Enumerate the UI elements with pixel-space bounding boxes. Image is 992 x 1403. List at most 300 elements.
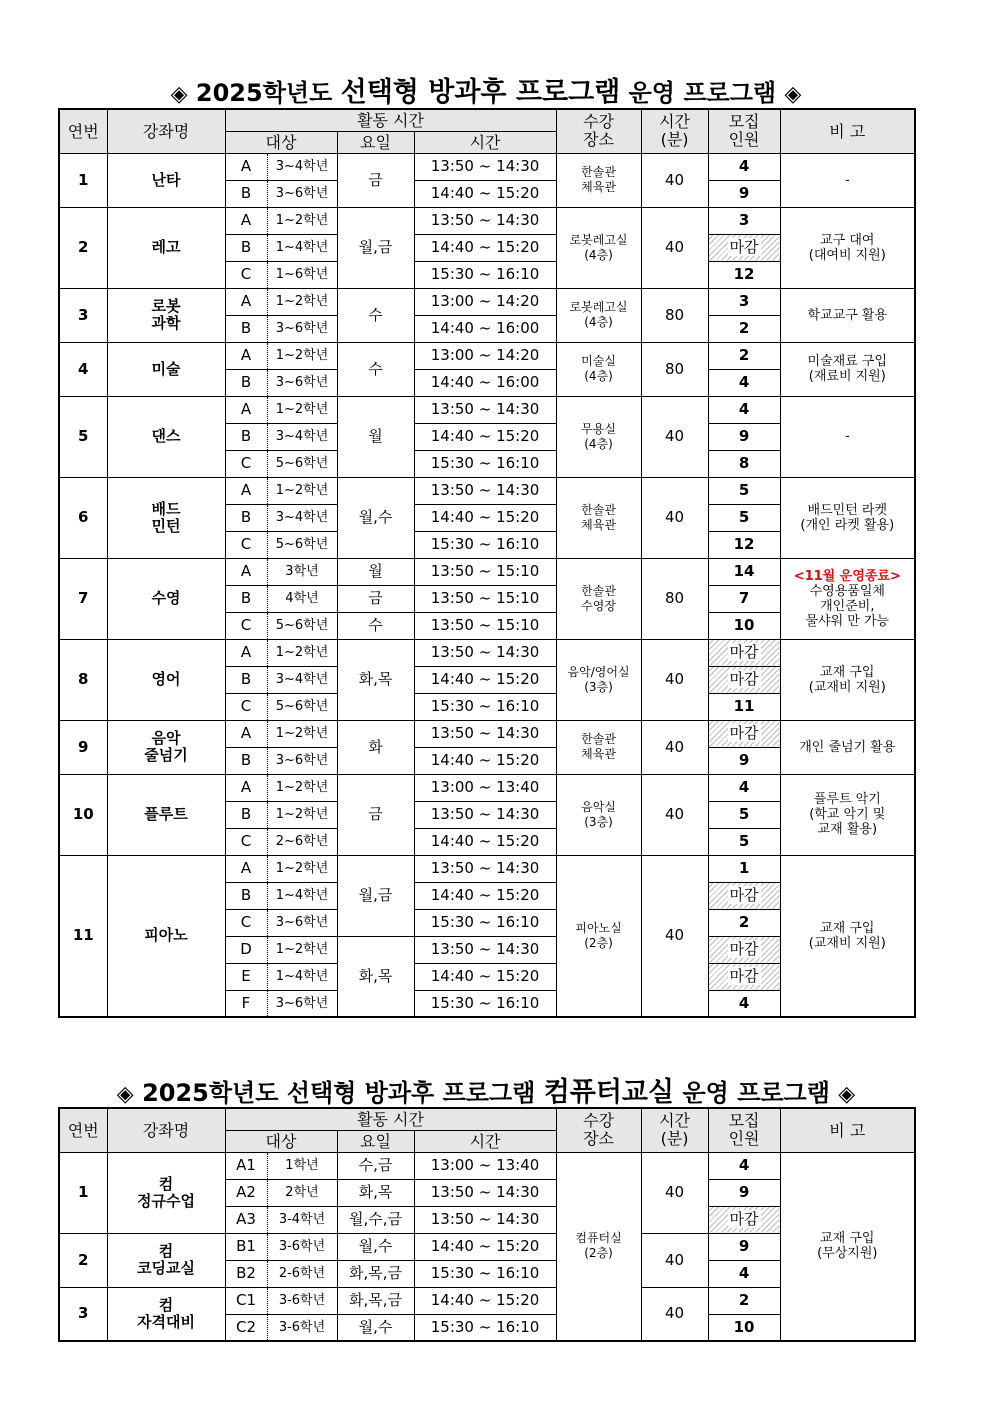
- capacity-cell: 4: [708, 153, 780, 180]
- time-cell: 14:40 ~ 15:20: [414, 747, 556, 774]
- group-cell: A: [225, 207, 267, 234]
- table-row: [59, 396, 915, 423]
- header-time: 시간: [414, 131, 556, 153]
- course-name: 영어: [107, 639, 225, 720]
- table-row: [59, 207, 915, 234]
- capacity-cell: 4: [708, 396, 780, 423]
- time-cell: 15:30 ~ 16:10: [414, 261, 556, 288]
- header-place: 수강 장소: [556, 109, 641, 153]
- minutes-cell: 40: [641, 639, 708, 720]
- time-cell: 14:40 ~ 15:20: [414, 504, 556, 531]
- capacity-closed: [708, 639, 780, 666]
- course-no: 6: [59, 477, 107, 558]
- capacity-cell: 4: [708, 1152, 780, 1179]
- course-name: 댄스: [107, 396, 225, 477]
- target-cell: 2~6학년: [267, 828, 337, 855]
- capacity-cell: 3: [708, 207, 780, 234]
- target-cell: 3~4학년: [267, 153, 337, 180]
- diamond-icon: ◈: [170, 82, 188, 107]
- target-cell: 1~4학년: [267, 882, 337, 909]
- target-cell: 3-6학년: [267, 1233, 337, 1260]
- capacity-closed: [708, 936, 780, 963]
- day-cell: 수: [337, 342, 414, 396]
- minutes-cell: 40: [641, 855, 708, 1017]
- header-course: 강좌명: [107, 1108, 225, 1152]
- note-cell: [780, 396, 915, 477]
- target-cell: 3~6학년: [267, 315, 337, 342]
- title-suffix: 운영 프로그램: [682, 1079, 830, 1107]
- group-cell: E: [225, 963, 267, 990]
- time-cell: 14:40 ~ 15:20: [414, 882, 556, 909]
- group-cell: C: [225, 612, 267, 639]
- group-cell: C: [225, 828, 267, 855]
- target-cell: 1~2학년: [267, 774, 337, 801]
- place-cell: 피아노실 (2층): [556, 855, 641, 1017]
- target-cell: 1~2학년: [267, 801, 337, 828]
- group-cell: B: [225, 747, 267, 774]
- time-cell: 14:40 ~ 15:20: [414, 1233, 556, 1260]
- group-cell: B: [225, 666, 267, 693]
- day-cell: 화,목: [337, 1179, 414, 1206]
- capacity-cell: 2: [708, 909, 780, 936]
- target-cell: 3-6학년: [267, 1314, 337, 1341]
- program-table: [58, 108, 916, 1018]
- target-cell: 2-6학년: [267, 1260, 337, 1287]
- note-cell: [780, 288, 915, 342]
- time-cell: 13:00 ~ 14:20: [414, 288, 556, 315]
- table-header: [59, 1108, 915, 1152]
- note-text: 개인 줄넘기 활용: [799, 739, 896, 755]
- minutes-cell: 40: [641, 396, 708, 477]
- group-cell: A: [225, 720, 267, 747]
- time-cell: 13:50 ~ 14:30: [414, 396, 556, 423]
- time-cell: 15:30 ~ 16:10: [414, 693, 556, 720]
- time-cell: 14:40 ~ 15:20: [414, 180, 556, 207]
- capacity-cell: 9: [708, 180, 780, 207]
- group-cell: C: [225, 261, 267, 288]
- time-cell: 13:50 ~ 14:30: [414, 720, 556, 747]
- note-text: 학교교구 활용: [807, 307, 888, 323]
- time-cell: 14:40 ~ 15:20: [414, 234, 556, 261]
- capacity-cell: 4: [708, 369, 780, 396]
- minutes-cell: 40: [641, 1287, 708, 1341]
- target-cell: 5~6학년: [267, 693, 337, 720]
- time-cell: 15:30 ~ 16:10: [414, 531, 556, 558]
- capacity-cell: 2: [708, 1287, 780, 1314]
- course-no: 3: [59, 288, 107, 342]
- day-cell: 금: [337, 153, 414, 207]
- header-note: 비 고: [780, 109, 915, 153]
- target-cell: 3~6학년: [267, 180, 337, 207]
- table-row: [59, 720, 915, 747]
- header-place: 수강 장소: [556, 1108, 641, 1152]
- table-row: [59, 774, 915, 801]
- table-row: [59, 1152, 915, 1179]
- capacity-cell: 10: [708, 1314, 780, 1341]
- closed-label: 마감: [729, 238, 759, 256]
- diamond-icon: ◈: [838, 1082, 856, 1107]
- computer-title: [58, 1070, 914, 1109]
- time-cell: 14:40 ~ 15:20: [414, 1287, 556, 1314]
- group-cell: A: [225, 342, 267, 369]
- place-cell: 컴퓨터실 (2층): [556, 1152, 641, 1341]
- course-no: 2: [59, 207, 107, 288]
- time-cell: 15:30 ~ 16:10: [414, 1314, 556, 1341]
- day-cell: 화,목: [337, 639, 414, 720]
- target-cell: 1~4학년: [267, 963, 337, 990]
- course-no: 4: [59, 342, 107, 396]
- target-cell: 5~6학년: [267, 450, 337, 477]
- header-day: 요일: [337, 1130, 414, 1152]
- time-cell: 13:50 ~ 15:10: [414, 612, 556, 639]
- note-cell: [780, 342, 915, 396]
- closed-label: 마감: [729, 670, 759, 688]
- target-cell: 3~6학년: [267, 990, 337, 1017]
- place-cell: 로봇레고실 (4층): [556, 288, 641, 342]
- capacity-cell: 5: [708, 504, 780, 531]
- target-cell: 3학년: [267, 558, 337, 585]
- place-cell: 음악/영어실 (3층): [556, 639, 641, 720]
- course-name: 배드 민턴: [107, 477, 225, 558]
- course-no: 5: [59, 396, 107, 477]
- header-capacity: 모집 인원: [708, 1108, 780, 1152]
- header-target: 대상: [225, 131, 337, 153]
- target-cell: 3~6학년: [267, 909, 337, 936]
- closed-label: 마감: [729, 940, 759, 958]
- capacity-closed: [708, 1206, 780, 1233]
- capacity-cell: 11: [708, 693, 780, 720]
- header-minutes: 시간 (분): [641, 109, 708, 153]
- time-cell: 15:30 ~ 16:10: [414, 1260, 556, 1287]
- capacity-cell: 4: [708, 774, 780, 801]
- time-cell: 13:50 ~ 14:30: [414, 1179, 556, 1206]
- course-name: 컴 정규수업: [107, 1152, 225, 1233]
- time-cell: 13:00 ~ 13:40: [414, 774, 556, 801]
- place-cell: 한솔관 체육관: [556, 153, 641, 207]
- day-cell: 월,수,금: [337, 1206, 414, 1233]
- course-name: 로봇 과학: [107, 288, 225, 342]
- group-cell: A: [225, 396, 267, 423]
- place-cell: 로봇레고실 (4층): [556, 207, 641, 288]
- time-cell: 14:40 ~ 16:00: [414, 369, 556, 396]
- minutes-cell: 40: [641, 477, 708, 558]
- title-prefix: 2025학년도 선택형 방과후 프로그램: [142, 1079, 536, 1107]
- minutes-cell: 80: [641, 558, 708, 639]
- target-cell: 1학년: [267, 1152, 337, 1179]
- minutes-cell: 40: [641, 1233, 708, 1287]
- time-cell: 14:40 ~ 15:20: [414, 963, 556, 990]
- group-cell: B: [225, 234, 267, 261]
- closed-label: 마감: [729, 643, 759, 661]
- capacity-cell: 5: [708, 477, 780, 504]
- note-cell: [780, 153, 915, 207]
- target-cell: 1~2학년: [267, 720, 337, 747]
- time-cell: 13:50 ~ 15:10: [414, 585, 556, 612]
- capacity-cell: 5: [708, 828, 780, 855]
- place-cell: 한솔관 수영장: [556, 558, 641, 639]
- place-cell: 한솔관 체육관: [556, 477, 641, 558]
- capacity-closed: [708, 963, 780, 990]
- target-cell: 5~6학년: [267, 531, 337, 558]
- title-computer: 컴퓨터교실: [543, 1077, 675, 1108]
- time-cell: 15:30 ~ 16:10: [414, 909, 556, 936]
- group-cell: A: [225, 774, 267, 801]
- course-no: 1: [59, 153, 107, 207]
- header-target: 대상: [225, 1130, 337, 1152]
- minutes-cell: 80: [641, 288, 708, 342]
- day-cell: 금: [337, 585, 414, 612]
- target-cell: 3-6학년: [267, 1287, 337, 1314]
- capacity-cell: 4: [708, 1260, 780, 1287]
- time-cell: 14:40 ~ 15:20: [414, 828, 556, 855]
- table-body: [59, 1152, 915, 1341]
- target-cell: 3~6학년: [267, 369, 337, 396]
- day-cell: 금: [337, 774, 414, 855]
- group-cell: A: [225, 639, 267, 666]
- course-name: 난타: [107, 153, 225, 207]
- place-cell: 무용실 (4층): [556, 396, 641, 477]
- group-cell: A: [225, 855, 267, 882]
- note-text: 수영용품일체 개인준비, 물샤워 만 가능: [805, 583, 890, 629]
- course-no: 7: [59, 558, 107, 639]
- header-activity: 활동 시간: [225, 1108, 556, 1130]
- time-cell: 15:30 ~ 16:10: [414, 990, 556, 1017]
- day-cell: 수: [337, 612, 414, 639]
- capacity-cell: 7: [708, 585, 780, 612]
- course-name: 컴 코딩교실: [107, 1233, 225, 1287]
- capacity-cell: 1: [708, 855, 780, 882]
- course-name: 수영: [107, 558, 225, 639]
- target-cell: 2학년: [267, 1179, 337, 1206]
- group-cell: B: [225, 504, 267, 531]
- target-cell: 1~2학년: [267, 639, 337, 666]
- time-cell: 14:40 ~ 15:20: [414, 666, 556, 693]
- group-cell: B: [225, 585, 267, 612]
- course-name: 레고: [107, 207, 225, 288]
- note-text: 교구 대여 (대여비 지원): [808, 232, 886, 263]
- minutes-cell: 40: [641, 1152, 708, 1233]
- capacity-cell: 8: [708, 450, 780, 477]
- note-cell: [780, 720, 915, 774]
- capacity-cell: 12: [708, 531, 780, 558]
- group-cell: A: [225, 288, 267, 315]
- diamond-icon: ◈: [784, 82, 802, 107]
- time-cell: 14:40 ~ 15:20: [414, 423, 556, 450]
- target-cell: 1~2학년: [267, 288, 337, 315]
- course-no: 8: [59, 639, 107, 720]
- table-row: [59, 477, 915, 504]
- time-cell: 13:50 ~ 14:30: [414, 936, 556, 963]
- group-cell: A2: [225, 1179, 267, 1206]
- time-cell: 13:00 ~ 13:40: [414, 1152, 556, 1179]
- group-cell: C: [225, 450, 267, 477]
- note-text: -: [844, 172, 850, 188]
- group-cell: A3: [225, 1206, 267, 1233]
- table-row: [59, 153, 915, 180]
- capacity-cell: 5: [708, 801, 780, 828]
- note-text: 교재 구입 (교재비 지원): [808, 664, 886, 695]
- group-cell: C2: [225, 1314, 267, 1341]
- capacity-cell: 9: [708, 1179, 780, 1206]
- target-cell: 1~2학년: [267, 936, 337, 963]
- time-cell: 13:50 ~ 14:30: [414, 801, 556, 828]
- time-cell: 13:00 ~ 14:20: [414, 342, 556, 369]
- header-day: 요일: [337, 131, 414, 153]
- header-row: [59, 1108, 915, 1130]
- group-cell: D: [225, 936, 267, 963]
- minutes-cell: 40: [641, 774, 708, 855]
- place-cell: 한솔관 체육관: [556, 720, 641, 774]
- time-cell: 15:30 ~ 16:10: [414, 450, 556, 477]
- table-row: [59, 855, 915, 882]
- header-activity: 활동 시간: [225, 109, 556, 131]
- day-cell: 화,목,금: [337, 1287, 414, 1314]
- capacity-cell: 12: [708, 261, 780, 288]
- capacity-closed: [708, 666, 780, 693]
- group-cell: C1: [225, 1287, 267, 1314]
- day-cell: 화,목,금: [337, 1260, 414, 1287]
- group-cell: B: [225, 801, 267, 828]
- title-program: 선택형 방과후 프로그램: [340, 77, 621, 108]
- header-no: 연번: [59, 1108, 107, 1152]
- place-cell: 미술실 (4층): [556, 342, 641, 396]
- table-row: [59, 558, 915, 585]
- target-cell: 1~6학년: [267, 261, 337, 288]
- capacity-cell: 4: [708, 990, 780, 1017]
- header-no: 연번: [59, 109, 107, 153]
- header-note: 비 고: [780, 1108, 915, 1152]
- day-cell: 월,금: [337, 855, 414, 936]
- course-name: 미술: [107, 342, 225, 396]
- group-cell: B: [225, 315, 267, 342]
- group-cell: A: [225, 477, 267, 504]
- capacity-cell: 3: [708, 288, 780, 315]
- closed-label: 마감: [729, 724, 759, 742]
- course-no: 10: [59, 774, 107, 855]
- target-cell: 3-4학년: [267, 1206, 337, 1233]
- note-text: -: [844, 429, 850, 444]
- computer-table: [58, 1107, 916, 1342]
- title-suffix: 운영 프로그램: [628, 79, 777, 107]
- group-cell: B: [225, 423, 267, 450]
- day-cell: 수,금: [337, 1152, 414, 1179]
- diamond-icon: ◈: [116, 1082, 134, 1107]
- header-course: 강좌명: [107, 109, 225, 153]
- time-cell: 13:50 ~ 14:30: [414, 207, 556, 234]
- day-cell: 월,수: [337, 1233, 414, 1260]
- group-cell: B2: [225, 1260, 267, 1287]
- table-body: [59, 153, 915, 1017]
- time-cell: 13:50 ~ 15:10: [414, 558, 556, 585]
- note-cell: 교재 구입 (무상지원): [780, 1152, 915, 1341]
- target-cell: 1~2학년: [267, 396, 337, 423]
- target-cell: 3~4학년: [267, 666, 337, 693]
- group-cell: B1: [225, 1233, 267, 1260]
- time-cell: 13:50 ~ 14:30: [414, 477, 556, 504]
- target-cell: 3~6학년: [267, 747, 337, 774]
- title-year: 2025학년도: [195, 79, 333, 107]
- note-text: 교재 구입 (교재비 지원): [808, 920, 886, 951]
- note-cell: [780, 855, 915, 1017]
- minutes-cell: 40: [641, 207, 708, 288]
- note-text: 미술재료 구입 (재료비 지원): [807, 354, 888, 384]
- capacity-cell: 2: [708, 342, 780, 369]
- capacity-cell: 9: [708, 747, 780, 774]
- course-no: 1: [59, 1152, 107, 1233]
- target-cell: 1~2학년: [267, 207, 337, 234]
- header-minutes: 시간 (분): [641, 1108, 708, 1152]
- main-title: [58, 70, 914, 109]
- day-cell: 월: [337, 558, 414, 585]
- header-row: [59, 109, 915, 131]
- group-cell: A1: [225, 1152, 267, 1179]
- target-cell: 1~2학년: [267, 342, 337, 369]
- day-cell: 월,수: [337, 477, 414, 558]
- closed-label: 마감: [729, 1210, 759, 1228]
- target-cell: 5~6학년: [267, 612, 337, 639]
- note-cell: [780, 774, 915, 855]
- capacity-cell: 10: [708, 612, 780, 639]
- course-no: 2: [59, 1233, 107, 1287]
- capacity-closed: [708, 234, 780, 261]
- course-name: 피아노: [107, 855, 225, 1017]
- day-cell: 월,금: [337, 207, 414, 288]
- day-cell: 월,수: [337, 1314, 414, 1341]
- table-row: [59, 342, 915, 369]
- time-cell: 13:50 ~ 14:30: [414, 855, 556, 882]
- target-cell: 1~2학년: [267, 477, 337, 504]
- time-cell: 13:50 ~ 14:30: [414, 1206, 556, 1233]
- note-cell: [780, 639, 915, 720]
- target-cell: 1~2학년: [267, 855, 337, 882]
- header-capacity: 모집 인원: [708, 109, 780, 153]
- target-cell: 3~4학년: [267, 423, 337, 450]
- group-cell: C: [225, 531, 267, 558]
- note-cell: [780, 558, 915, 639]
- group-cell: B: [225, 369, 267, 396]
- group-cell: B: [225, 180, 267, 207]
- course-name: 컴 자격대비: [107, 1287, 225, 1341]
- course-no: 3: [59, 1287, 107, 1341]
- table-header: [59, 109, 915, 153]
- minutes-cell: 80: [641, 342, 708, 396]
- group-cell: A: [225, 558, 267, 585]
- table-row: [59, 639, 915, 666]
- course-name: 음악 줄넘기: [107, 720, 225, 774]
- place-cell: 음악실 (3층): [556, 774, 641, 855]
- closed-label: 마감: [729, 886, 759, 904]
- group-cell: A: [225, 153, 267, 180]
- day-cell: 화,목: [337, 936, 414, 1017]
- table-row: [59, 288, 915, 315]
- capacity-cell: 9: [708, 1233, 780, 1260]
- capacity-cell: 14: [708, 558, 780, 585]
- capacity-closed: [708, 882, 780, 909]
- target-cell: 1~4학년: [267, 234, 337, 261]
- note-text: 배드민턴 라켓 (개인 라켓 활용): [800, 502, 895, 533]
- time-cell: 13:50 ~ 14:30: [414, 153, 556, 180]
- capacity-cell: 2: [708, 315, 780, 342]
- capacity-closed: [708, 720, 780, 747]
- closed-label: 마감: [729, 967, 759, 985]
- group-cell: B: [225, 882, 267, 909]
- course-no: 9: [59, 720, 107, 774]
- target-cell: 4학년: [267, 585, 337, 612]
- day-cell: 월: [337, 396, 414, 477]
- day-cell: 화: [337, 720, 414, 774]
- capacity-cell: 9: [708, 423, 780, 450]
- note-cell: [780, 207, 915, 288]
